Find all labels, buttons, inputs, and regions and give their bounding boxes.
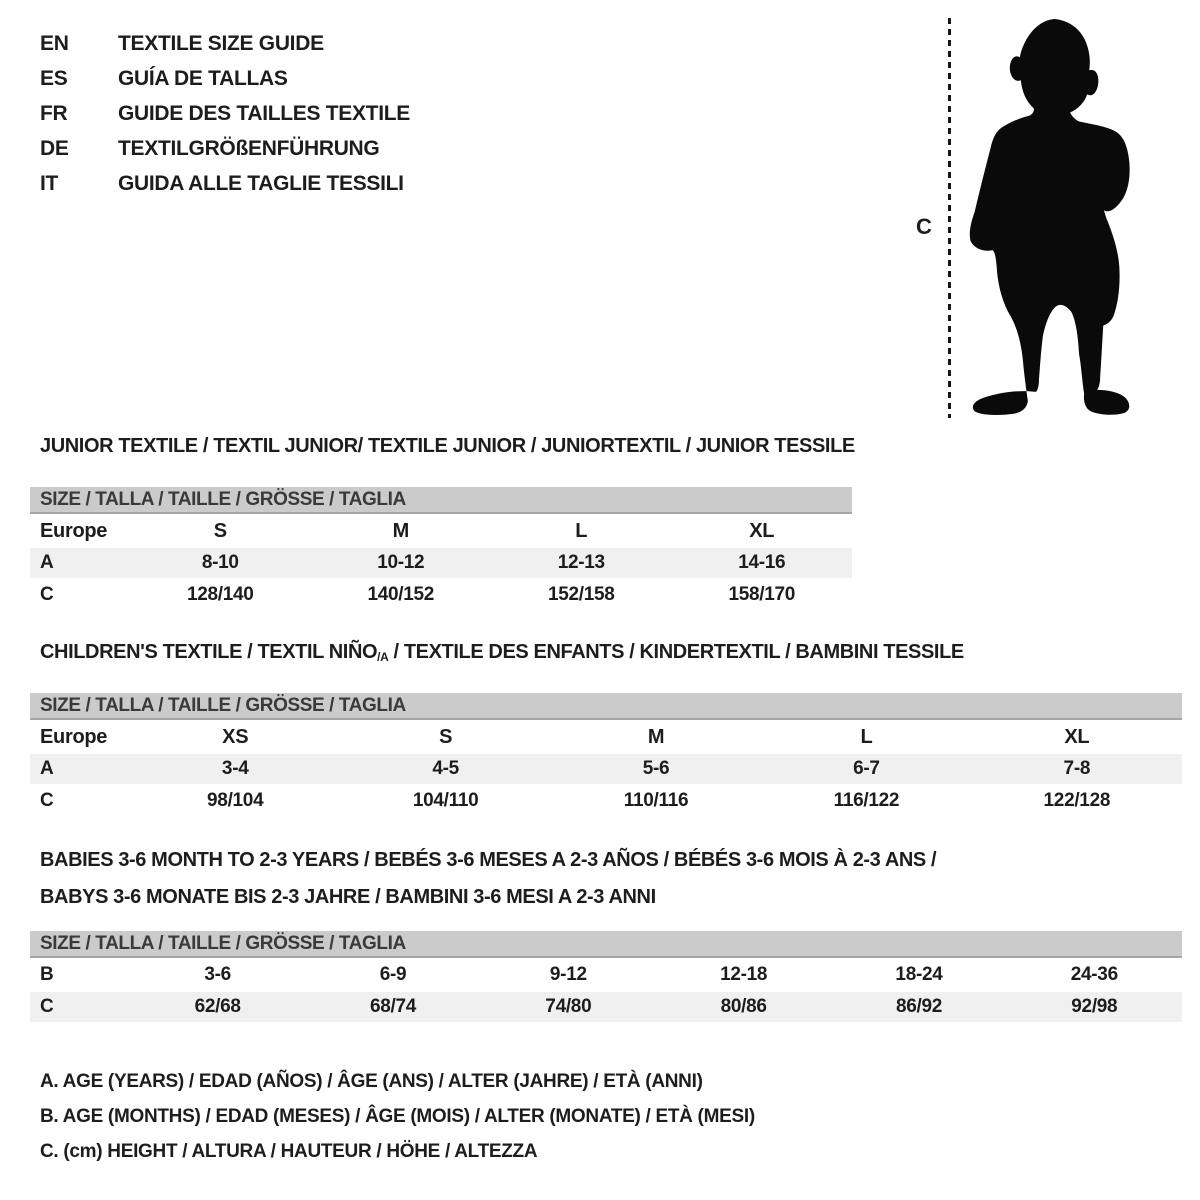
height-cell: 92/98	[1071, 996, 1118, 1017]
size-cell: L	[575, 519, 588, 542]
language-title-list	[40, 26, 410, 201]
row-label: Europe	[40, 725, 108, 748]
legend-line-b: B. AGE (MONTHS) / EDAD (MESES) / ÂGE (MOIS) / ALTER (MONATE) / ETÀ (MESI)	[40, 1106, 755, 1127]
table-row	[30, 992, 1182, 1022]
size-header-bar: SIZE / TALLA / TAILLE / GRÖSSE / TAGLIA	[30, 487, 852, 514]
size-cell: M	[392, 519, 409, 542]
age-cell: 9-12	[549, 964, 587, 985]
age-cell: 4-5	[432, 758, 459, 779]
age-cell: 8-10	[201, 552, 239, 573]
children-size-table	[30, 693, 1182, 816]
height-cell: 68/74	[369, 996, 417, 1017]
lang-row-it	[40, 166, 410, 201]
height-cell: 140/152	[367, 584, 435, 605]
legend-line-a: A. AGE (YEARS) / EDAD (AÑOS) / ÂGE (ANS) / ALTER (JAHRE) / ETÀ (ANNI)	[40, 1071, 703, 1092]
lang-row-en	[40, 26, 410, 61]
height-cell: 74/80	[545, 996, 592, 1017]
size-header-bar: SIZE / TALLA / TAILLE / GRÖSSE / TAGLIA	[30, 693, 1182, 720]
row-label: A	[40, 758, 54, 779]
children-title-sub: /A	[377, 650, 389, 664]
lang-code: EN	[40, 31, 69, 55]
table-row	[30, 516, 852, 546]
height-cell: 152/158	[547, 584, 615, 605]
age-cell: 10-12	[377, 552, 425, 573]
age-cell: 14-16	[738, 552, 786, 573]
height-cell: 128/140	[186, 584, 254, 605]
guide-title: TEXTILE SIZE GUIDE	[118, 31, 324, 55]
lang-row-de	[40, 131, 410, 166]
children-section-title	[40, 641, 964, 664]
lang-row-es	[40, 61, 410, 96]
babies-section-title	[40, 849, 936, 923]
row-label: Europe	[40, 519, 108, 542]
children-title-pre: CHILDREN'S TEXTILE / TEXTIL NIÑO	[40, 641, 378, 663]
height-measure-line	[948, 18, 951, 418]
toddler-silhouette-icon	[966, 18, 1138, 420]
size-cell: XS	[222, 725, 249, 748]
age-cell: 18-24	[895, 964, 943, 985]
size-cell: S	[213, 519, 227, 542]
table-row	[30, 580, 852, 610]
guide-title: GUIDA ALLE TAGLIE TESSILI	[118, 171, 404, 195]
table-row	[30, 786, 1182, 816]
lang-code: ES	[40, 66, 68, 90]
babies-size-table	[30, 931, 1182, 1022]
lang-code: IT	[40, 171, 59, 195]
height-cell: 122/128	[1043, 790, 1111, 811]
row-label: C	[40, 790, 54, 811]
size-cell: S	[439, 725, 453, 748]
guide-title: TEXTILGRÖßENFÜHRUNG	[118, 136, 380, 160]
row-label: B	[40, 964, 54, 985]
table-row	[30, 548, 852, 578]
age-cell: 6-7	[853, 758, 880, 779]
lang-row-fr	[40, 96, 410, 131]
age-cell: 6-9	[379, 964, 407, 985]
legend-line-c: C. (cm) HEIGHT / ALTURA / HAUTEUR / HÖHE / ALTEZZA	[40, 1141, 538, 1162]
height-cell: 110/116	[623, 790, 689, 811]
junior-size-table	[30, 487, 852, 610]
height-cell: 158/170	[728, 584, 796, 605]
size-cell: L	[860, 725, 873, 748]
junior-section-title: JUNIOR TEXTILE / TEXTIL JUNIOR/ TEXTILE JUNIOR / JUNIORTEXTIL / JUNIOR TESSILE	[40, 435, 855, 457]
table-row	[30, 722, 1182, 752]
height-measure-label: C	[916, 214, 932, 239]
height-cell: 104/110	[412, 790, 479, 811]
table-row	[30, 754, 1182, 784]
age-cell: 7-8	[1063, 758, 1091, 779]
age-cell: 12-13	[557, 552, 605, 573]
age-cell: 3-6	[204, 964, 231, 985]
height-cell: 116/122	[833, 790, 900, 811]
babies-title-line-1: BABIES 3-6 MONTH TO 2-3 YEARS / BEBÉS 3-6 MESES A 2-3 AÑOS / BÉBÉS 3-6 MOIS À 2-3 ANS /	[40, 849, 937, 871]
row-label: C	[40, 996, 54, 1017]
height-cell: 98/104	[207, 790, 264, 811]
row-label: C	[40, 584, 54, 605]
age-cell: 3-4	[221, 758, 249, 779]
age-cell: 24-36	[1070, 964, 1118, 985]
height-cell: 86/92	[895, 996, 942, 1017]
legend	[40, 1071, 755, 1176]
toddler-silhouette-path	[970, 19, 1130, 415]
guide-title: GUIDE DES TAILLES TEXTILE	[118, 101, 410, 125]
guide-title: GUÍA DE TALLAS	[118, 66, 288, 90]
row-label: A	[40, 552, 54, 573]
size-cell: XL	[749, 519, 775, 542]
table-row	[30, 960, 1182, 990]
size-cell: XL	[1064, 725, 1090, 748]
lang-code: FR	[40, 101, 68, 125]
lang-code: DE	[40, 136, 69, 160]
height-cell: 62/68	[194, 996, 241, 1017]
age-cell: 5-6	[642, 758, 670, 779]
age-cell: 12-18	[720, 964, 768, 985]
size-header-bar: SIZE / TALLA / TAILLE / GRÖSSE / TAGLIA	[30, 931, 1182, 958]
size-cell: M	[647, 725, 665, 748]
height-cell: 80/86	[720, 996, 767, 1017]
children-title-post: / TEXTILE DES ENFANTS / KINDERTEXTIL / BAMBINI TESSILE	[388, 641, 964, 663]
babies-title-line-2: BABYS 3-6 MONATE BIS 2-3 JAHRE / BAMBINI 3-6 MESI A 2-3 ANNI	[40, 886, 656, 908]
